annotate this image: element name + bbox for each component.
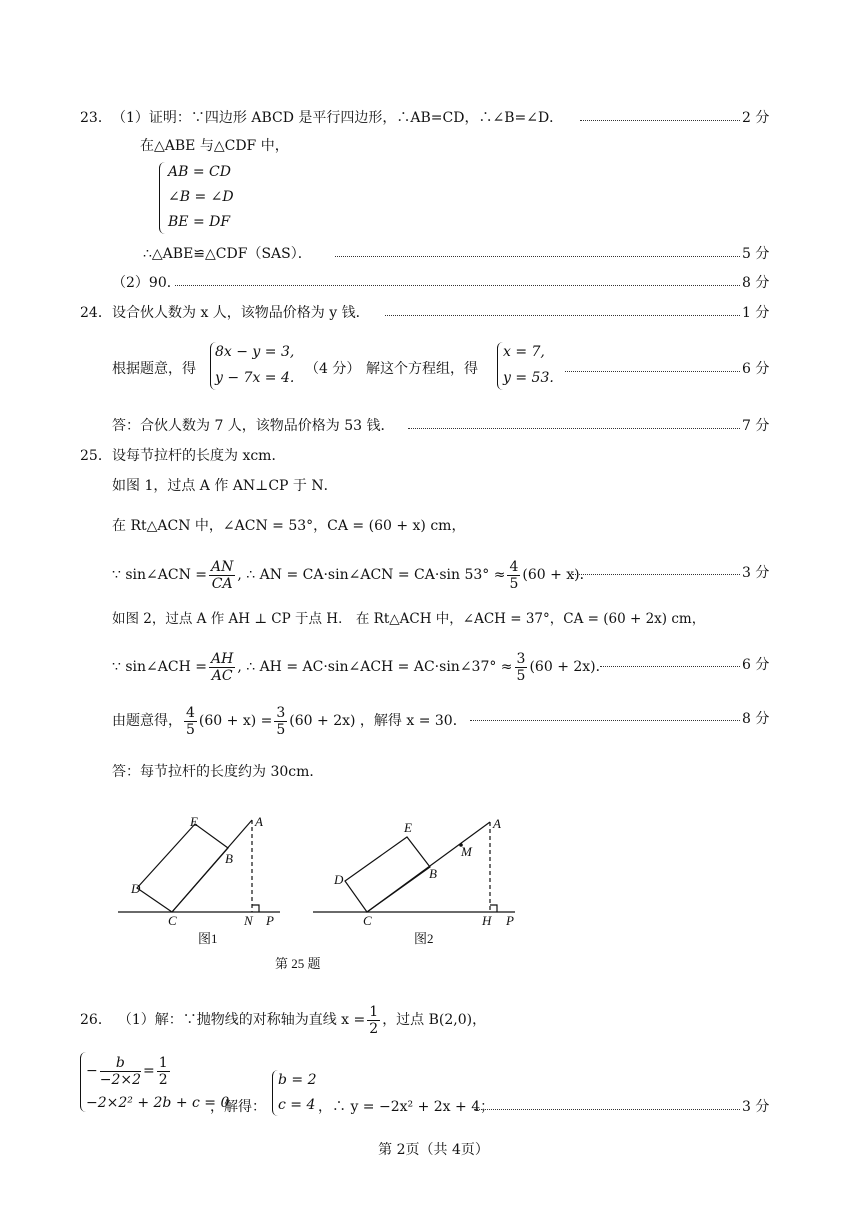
q25-fig2-text: 如图 2，过点 A 作 AH ⊥ CP 于点 H． 在 Rt△ACH 中，∠ACH = 37°，CA = (60 + 2x) cm， [112,611,706,627]
sin1-lead: ∵ sin∠ACN = [112,567,208,583]
denominator: 5 [509,575,519,592]
eq-lead: 由题意得， [112,713,182,729]
dot-leader [580,120,740,121]
sin2-mid: , ∴ AH = AC·sin∠ACH = AC·sin∠37° ≈ [237,659,513,675]
label-E: E [190,814,198,829]
label-A: A [493,816,501,831]
numerator: b [100,1055,141,1072]
right-angle-mark [252,905,259,912]
label-N: N [244,913,253,928]
sin1-end: (60 + x)． [522,567,594,583]
fraction [274,705,287,738]
fraction [100,1055,141,1088]
dot-leader [565,371,740,372]
numerator: 1 [369,1003,379,1020]
score-q24-3: 7 分 [742,418,770,434]
q24-setup: 设合伙人数为 x 人，该物品价格为 y 钱． [112,305,370,321]
q25-figures [110,812,530,972]
q24-number: 24． [80,305,112,321]
right-angle-mark [490,905,497,912]
score-q25-3: 8 分 [742,711,770,727]
parallelogram [137,824,228,912]
dot-leader [335,256,740,257]
q25-setup: 设每节拉杆的长度为 xcm． [112,448,286,464]
q26-number: 26． [80,1012,112,1028]
score-q24-1: 1 分 [742,305,770,321]
numerator: AN [211,558,234,575]
denominator: 5 [276,721,286,738]
q24-points: （4 分） [305,361,361,377]
eq-end: (60 + 2x) ，解得 x = 30． [289,713,467,729]
label-D: D [131,881,141,896]
denominator: 2 [158,1071,168,1088]
score-q23-2: 5 分 [742,246,770,262]
label-C: C [363,913,372,928]
figure-1-caption: 图1 [198,931,218,946]
q26-lead: （1）解：∵抛物线的对称轴为直线 x = [117,1012,366,1028]
eq-mid: (60 + x) = [198,713,273,729]
q23-eq2: ∠B = ∠D [168,189,234,205]
page-footer: 第 2页（共 4页） [378,1142,489,1158]
denominator: 5 [186,721,195,738]
figure-1 [118,820,280,912]
denominator: 2 [369,1020,379,1037]
q24-solve: 解这个方程组，得 [366,361,478,377]
q23-eq3: BE = DF [168,214,231,230]
score-q25-1: 3 分 [742,565,770,581]
figure-2 [313,822,515,912]
denominator: AC [211,667,233,684]
q26-res1: b = 2 [278,1072,317,1088]
minus-sign: − [86,1063,98,1079]
dot-leader [470,720,740,721]
q26-sys-eq2: −2×2² + 2b + c = 0 [86,1095,230,1111]
numerator: 4 [186,704,195,721]
denominator: 5 [516,667,526,684]
label-P: P [506,913,514,928]
dot-leader [175,285,740,286]
sin2-end: (60 + 2x)． [529,659,610,675]
label-D: D [334,872,344,887]
q26-res2: c = 4 [278,1097,316,1113]
q26-solve: ，解得： [210,1099,266,1115]
q23-part1: （1）证明：∵四边形 ABCD 是平行四边形，∴AB=CD，∴∠B=∠D． [112,110,564,126]
q25-rt1: 在 Rt△ACN 中，∠ACN = 53°，CA = (60 + x) cm， [112,518,466,534]
fraction [157,1055,170,1088]
figure-caption: 第 25 题 [275,956,321,971]
denominator: −2×2 [99,1071,142,1088]
fraction [515,651,528,684]
label-E: E [404,820,412,835]
equals: = [143,1063,155,1079]
dot-leader [600,666,740,667]
q24-eq1: 8x − y = 3, [215,344,295,360]
numerator: 3 [516,650,526,667]
q26-line1 [80,998,486,1042]
score-q26-1: 3 分 [742,1099,770,1115]
q26-sys-eq1 [86,1052,172,1090]
numerator: AH [210,650,234,667]
q25-answer: 答：每节拉杆的长度约为 30cm． [112,764,324,780]
fraction [367,1004,380,1037]
q24-eq2: y − 7x = 4. [215,370,295,386]
sin1-mid: , ∴ AN = CA·sin∠ACN = CA·sin 53° ≈ [237,567,506,583]
q24-lead: 根据题意，得 [112,361,196,377]
fraction [507,559,520,592]
figure-2-caption: 图2 [414,931,434,946]
label-B: B [429,866,437,881]
score-q23-1: 2 分 [742,110,770,126]
q25-equation-line [112,699,467,743]
numerator: 4 [509,558,519,575]
q24-res1: x = 7, [503,344,545,360]
label-A: A [255,814,263,829]
label-H: H [482,913,492,928]
q24-res2: y = 53. [503,370,554,386]
q23-intro: 在△ABE 与△CDF 中， [140,138,289,154]
score-q24-2: 6 分 [742,361,770,377]
q25-sin1-line [112,553,594,597]
q23-number: 23． [80,110,112,126]
dot-leader [474,1109,740,1110]
numerator: 3 [276,704,286,721]
q25-number: 25． [80,448,112,464]
label-M: M [461,844,472,859]
sin2-lead: ∵ sin∠ACH = [112,659,207,675]
q25-fig1-text: 如图 1，过点 A 作 AN⊥CP 于 N． [112,478,338,494]
label-C: C [168,913,177,928]
fraction [209,651,235,684]
q26-result: ，∴ y = −2x² + 2x + 4； [318,1099,495,1115]
q23-conclusion: ∴△ABE≌△CDF（SAS）． [143,246,312,262]
score-q25-2: 6 分 [742,657,770,673]
fraction [209,559,235,592]
q24-answer: 答：合伙人数为 7 人，该物品价格为 53 钱． [112,418,395,434]
denominator: CA [211,575,233,592]
dot-leader [385,315,740,316]
dot-leader [572,574,740,575]
numerator: 1 [158,1054,168,1071]
label-P: P [266,913,274,928]
score-q23-3: 8 分 [742,275,770,291]
dot-leader [408,428,740,429]
q25-sin2-line [112,645,610,689]
q23-part2: （2）90． [112,275,181,291]
brace [159,162,166,234]
q26-lead-end: ，过点 B(2,0)， [382,1012,487,1028]
fraction [184,705,197,738]
label-B: B [225,851,233,866]
q23-eq1: AB = CD [168,164,231,180]
